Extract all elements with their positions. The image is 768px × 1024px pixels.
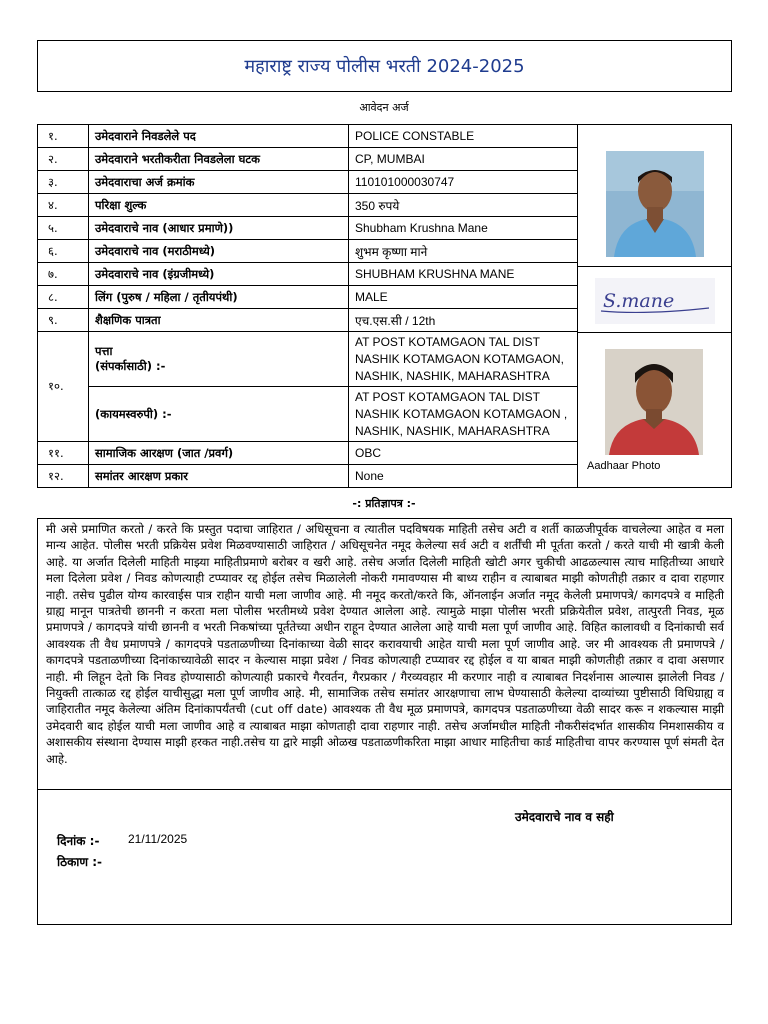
table-row — [38, 240, 578, 263]
address-line: NASHIK KOTAMGAON KOTAMGAON , — [355, 406, 568, 421]
signature-label: उमेदवाराचे नाव व सही — [515, 810, 614, 824]
declaration-text: मी असे प्रमाणित करतो / करते कि प्रस्तुत पदाचा जाहिरात / अधिसूचना व त्यातील पदविषयक माहिती तसेच अटी व शर्ती काळजीपूर्वक वाचलेल्या आहेत व मला मान्य आहेत. पोलीस भरती प्रक्रियेस प्रवेश मिळवण्यासाठी जाहिरात / अधिसूचनेत नमूद केलेल्या सर्व अटी व शर्तींची मी पूर्तता करतो / करते याची मी खात्री केली आहे. या अर्जात दिलेली माहिती माझ्या माहितीप्रमाणे बरोबर व खरी आहे. तसेच अर्जात दिलेली माहिती खोटी अगर चुकीची आढळल्यास त्याच माहितीच्या आधारे मला दिलेला प्रवेश / निवड कोणत्याही टप्प्यावर रद्द होईल तसेच मिळालेली नोकरी गमावण्यास मी बाध्य राहीन व त्याबाबत माझी कोणतीही तक्रार व दावा राहणार नाही. तसेच पुढील योग्य कारवाईस पात्र राहीन याची मला जाणीव आहे. मी नमूद करतो/करते कि, ऑनलाईन अर्जात नमूद केलेली प्रमाणपत्रे/ कागदपत्रे व माहिती ग्राह्य मानून पात्रतेची छाननी न करता मला पोलीस भरतीमध्ये प्रवेश देण्यात आलेला आहे. त्यामुळे माझा पोलीस भरती प्रक्रियेतील प्रवेश, तात्पुरती निवड, मूळ प्रमाणपत्रे / कागदपत्रे यांची छाननी व भरती निकषांच्या पूर्ततेच्या अधीन राहून देण्यात आलेला आहे याची मला पूर्ण जाणीव आहे. विहित कालावधी व दिनांकाची सर्व आवश्यक ती वैध प्रमाणपत्रे / कागदपत्रे पडताळणीच्या दिनांकाच्या वेळी सादर करावयाची आहेत याची मला पूर्ण जाणीव आहे. जर मी आवश्यक ती प्रमाणपत्रे / कागदपत्रे पडताळणीच्या दिनांकाच्यावेळी सादर न केल्यास माझा प्रवेश / निवड कोणत्याही टप्प्यावर रद्द होईल व या बाबत माझी कोणतीही तक्रार व दावा असणार नाही. मी लिहून देतो कि निवड होण्यासाठी कोणत्याही प्रकारचे गैरवर्तन, गैरप्रकार / गैरव्यवहार मी करणार नाही व त्याबाबत निदर्शनास आल्यास झालेली निवड / नियुक्ती तात्काळ रद्द होईल याचीसुद्धा मला पूर्ण जाणीव आहे. मी, सामाजिक तसेच समांतर आरक्षणाचा लाभ घेण्यासाठी केलेल्या दाव्यांच्या पुष्टीसाठी विधिग्राह्य व जाहिरातीत नमूद केलेल्या अंतिम दिनांकापर्यंतची (cut off date) आवश्यक ती वैध मूळ प्रमाणपत्रे, कागदपत्र पडताळणीच्या वेळी सादर करू न शकल्यास माझी उमेदवारी बाद होईल याची मला जाणीव आहे व त्याबाबत माझा कोणताही दावा राहणार नाही. तसेच अर्जामधील माहिती नौकरीसंदर्भात शासकीय निमशासकीय व अशासकीय संस्थाना देण्यास माझी हरकत नाही.तसेच या द्वारे माझी ओळख पडताळणीकरिता माझा आधार माहितीचा कार्ड माहितीचा वापर करण्यास पूर्ण संमती देत आहे. — [46, 522, 724, 766]
signature-image — [595, 278, 715, 324]
row-value: MALE — [349, 286, 578, 309]
row-value: 110101000030747 — [349, 171, 578, 194]
table-row — [38, 465, 578, 488]
address-line: NASHIK, NASHIK, MAHARASHTRA — [355, 368, 550, 383]
candidate-photo — [606, 151, 704, 257]
declaration-divider — [37, 789, 732, 790]
table-row-address-contact — [38, 332, 578, 387]
address-line: AT POST KOTAMGAON TAL DIST — [355, 334, 540, 349]
row-number: ८. — [38, 286, 89, 309]
row-number: ७. — [38, 263, 89, 286]
table-row — [38, 194, 578, 217]
row-label: शैक्षणिक पात्रता — [89, 309, 349, 332]
row-label: उमेदवाराचा अर्ज क्रमांक — [89, 171, 349, 194]
row-value: 350 रुपये — [349, 194, 578, 217]
address-line: NASHIK KOTAMGAON KOTAMGAON, — [355, 351, 564, 366]
row-number: ३. — [38, 171, 89, 194]
row-number: ५. — [38, 217, 89, 240]
place-label: ठिकाण :- — [57, 855, 103, 869]
row-number: ९. — [38, 309, 89, 332]
address-line: AT POST KOTAMGAON TAL DIST — [355, 389, 540, 404]
aadhaar-photo — [605, 349, 703, 455]
title-box — [37, 40, 732, 92]
table-row — [38, 309, 578, 332]
page-subtitle: आवेदन अर्ज — [359, 101, 409, 114]
row-value: None — [349, 465, 578, 488]
row-value: SHUBHAM KRUSHNA MANE — [349, 263, 578, 286]
page-title: महाराष्ट्र राज्य पोलीस भरती 2024-2025 — [244, 56, 525, 77]
row-number: १. — [38, 125, 89, 148]
row-number: ११. — [38, 442, 89, 465]
address-contact-value — [349, 332, 578, 387]
address-line: NASHIK, NASHIK, MAHARASHTRA — [355, 423, 550, 438]
aadhaar-photo-icon — [605, 349, 703, 455]
row-label: परिक्षा शुल्क — [89, 194, 349, 217]
row-value: CP, MUMBAI — [349, 148, 578, 171]
table-row — [38, 442, 578, 465]
row-value: एच.एस.सी / 12th — [349, 309, 578, 332]
row-label: उमेदवाराचे नाव (इंग्रजीमध्ये) — [89, 263, 349, 286]
row-number: १०. — [38, 332, 89, 442]
row-value: OBC — [349, 442, 578, 465]
table-row — [38, 171, 578, 194]
row-label: उमेदवाराने निवडलेले पद — [89, 125, 349, 148]
date-label: दिनांक :- — [57, 834, 100, 848]
row-label: लिंग (पुरुष / महिला / तृतीयपंथी) — [89, 286, 349, 309]
address-contact-sublabel: (संपर्कासाठी) :- — [95, 359, 166, 373]
row-label: सामाजिक आरक्षण (जात /प्रवर्ग) — [89, 442, 349, 465]
table-row-address-permanent — [38, 387, 578, 442]
table-row — [38, 125, 578, 148]
table-row — [38, 217, 578, 240]
declaration-title: -: प्रतिज्ञापत्र :- — [352, 497, 416, 510]
date-value: 21/11/2025 — [128, 832, 188, 846]
signature-icon — [595, 278, 715, 324]
aadhaar-photo-label: Aadhaar Photo — [587, 460, 661, 472]
address-permanent-value — [349, 387, 578, 442]
row-value: Shubham Krushna Mane — [349, 217, 578, 240]
address-contact-label — [89, 332, 349, 387]
address-label: पत्ता — [95, 344, 113, 358]
row-value: शुभम कृष्णा माने — [349, 240, 578, 263]
candidate-photo-icon — [606, 151, 704, 257]
row-number: ४. — [38, 194, 89, 217]
application-details-table — [37, 124, 578, 488]
signature-text: S.mane — [603, 290, 675, 312]
row-value: POLICE CONSTABLE — [349, 125, 578, 148]
table-row — [38, 263, 578, 286]
row-label: उमेदवाराचे नाव (मराठीमध्ये) — [89, 240, 349, 263]
row-label: उमेदवाराने भरतीकरीता निवडलेला घटक — [89, 148, 349, 171]
row-number: २. — [38, 148, 89, 171]
address-permanent-label: (कायमस्वरुपी) :- — [89, 387, 349, 442]
row-label: समांतर आरक्षण प्रकार — [89, 465, 349, 488]
row-number: १२. — [38, 465, 89, 488]
table-row — [38, 286, 578, 309]
row-label: उमेदवाराचे नाव (आधार प्रमाणे)) — [89, 217, 349, 240]
row-number: ६. — [38, 240, 89, 263]
table-row — [38, 148, 578, 171]
